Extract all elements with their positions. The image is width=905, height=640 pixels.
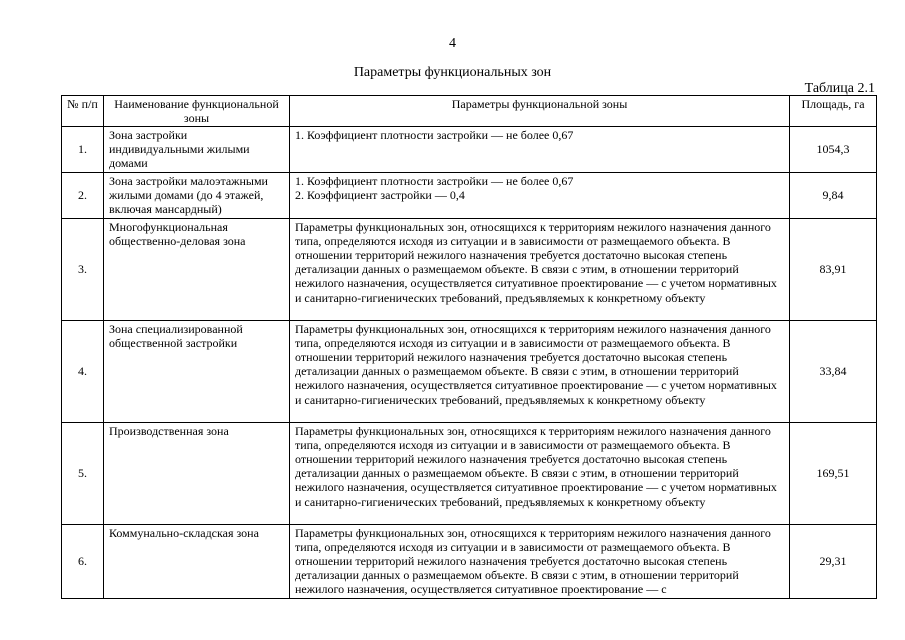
zone-name: Зона застройки индивидуальными жилыми домами: [104, 127, 290, 173]
row-num: 1.: [62, 127, 104, 173]
param-line: 1. Коэффициент плотности застройки — не более 0,67: [295, 173, 574, 188]
param-line: Параметры функциональных зон, относящихся к территориям нежилого назначения данного типа, определяются исходя из ситуации и в зависимости от размещаемого объекта. В отношении территорий нежилого назначения требуется достаточно высокая степень детализации данных о размещаемом объекте. В связи с этим, в отношении территорий нежилого назначения, осуществляется ситуативное проектирование — с: [295, 525, 771, 597]
zone-name: Коммунально-складская зона: [104, 524, 290, 598]
param-line: Параметры функциональных зон, относящихся к территориям нежилого назначения данного типа, определяются исходя из ситуации и в зависимости от размещаемого объекта. В отношении территорий нежилого назначения требуется достаточно высокая степень детализации данных о размещаемом объекте. В связи с этим, в отношении территорий нежилого назначения, осуществляется ситуативное проектирование — с учетом нормативных и санитарно-гигиенических требований, предъявляемых к конкретному объекту: [295, 321, 777, 407]
table-row: [62, 320, 877, 422]
header-name: Наименование функциональной зоны: [104, 96, 290, 127]
param-line: 2. Коэффициент застройки — 0,4: [295, 187, 465, 202]
row-num: 2.: [62, 172, 104, 218]
zone-area: 83,91: [790, 218, 877, 320]
zone-name: Зона специализированной общественной застройки: [104, 320, 290, 422]
table-row: [62, 422, 877, 524]
zone-params: [290, 218, 790, 320]
table-row: [62, 172, 877, 218]
header-num: № п/п: [62, 96, 104, 127]
zone-params: [290, 172, 790, 218]
zone-name: Зона застройки малоэтажными жилыми домами (до 4 этажей, включая мансардный): [104, 172, 290, 218]
row-num: 4.: [62, 320, 104, 422]
zone-area: 1054,3: [790, 127, 877, 173]
zone-area: 9,84: [790, 172, 877, 218]
table-row: [62, 127, 877, 173]
zone-area: 33,84: [790, 320, 877, 422]
zones-table: [61, 95, 877, 599]
zone-name: Производственная зона: [104, 422, 290, 524]
table-header-row: [62, 96, 877, 127]
page-number: 4: [449, 36, 456, 51]
header-params: Параметры функциональной зоны: [290, 96, 790, 127]
zone-params: [290, 320, 790, 422]
row-num: 3.: [62, 218, 104, 320]
param-line: 1. Коэффициент плотности застройки — не более 0,67: [295, 128, 574, 142]
table-body: [62, 127, 877, 599]
zone-name: Многофункциональная общественно-деловая зона: [104, 218, 290, 320]
zone-params: [290, 422, 790, 524]
zone-area: 29,31: [790, 524, 877, 598]
table-row: [62, 524, 877, 598]
param-line: Параметры функциональных зон, относящихся к территориям нежилого назначения данного типа, определяются исходя из ситуации и в зависимости от размещаемого объекта. В отношении территорий нежилого назначения требуется достаточно высокая степень детализации данных о размещаемом объекте. В связи с этим, в отношении территорий нежилого назначения, осуществляется ситуативное проектирование — с учетом нормативных и санитарно-гигиенических требований, предъявляемых к конкретному объекту: [295, 219, 777, 305]
row-num: 5.: [62, 422, 104, 524]
row-num: 6.: [62, 524, 104, 598]
table-label: Таблица 2.1: [804, 81, 875, 96]
zone-area: 169,51: [790, 422, 877, 524]
table-row: [62, 218, 877, 320]
header-area: Площадь, га: [790, 96, 877, 127]
param-line: Параметры функциональных зон, относящихся к территориям нежилого назначения данного типа, определяются исходя из ситуации и в зависимости от размещаемого объекта. В отношении территорий нежилого назначения требуется достаточно высокая степень детализации данных о размещаемом объекте. В связи с этим, в отношении территорий нежилого назначения, осуществляется ситуативное проектирование — с учетом нормативных и санитарно-гигиенических требований, предъявляемых к конкретному объекту: [295, 423, 777, 509]
document-title: Параметры функциональных зон: [353, 65, 552, 80]
zone-params: [290, 127, 790, 173]
zone-params: [290, 524, 790, 598]
